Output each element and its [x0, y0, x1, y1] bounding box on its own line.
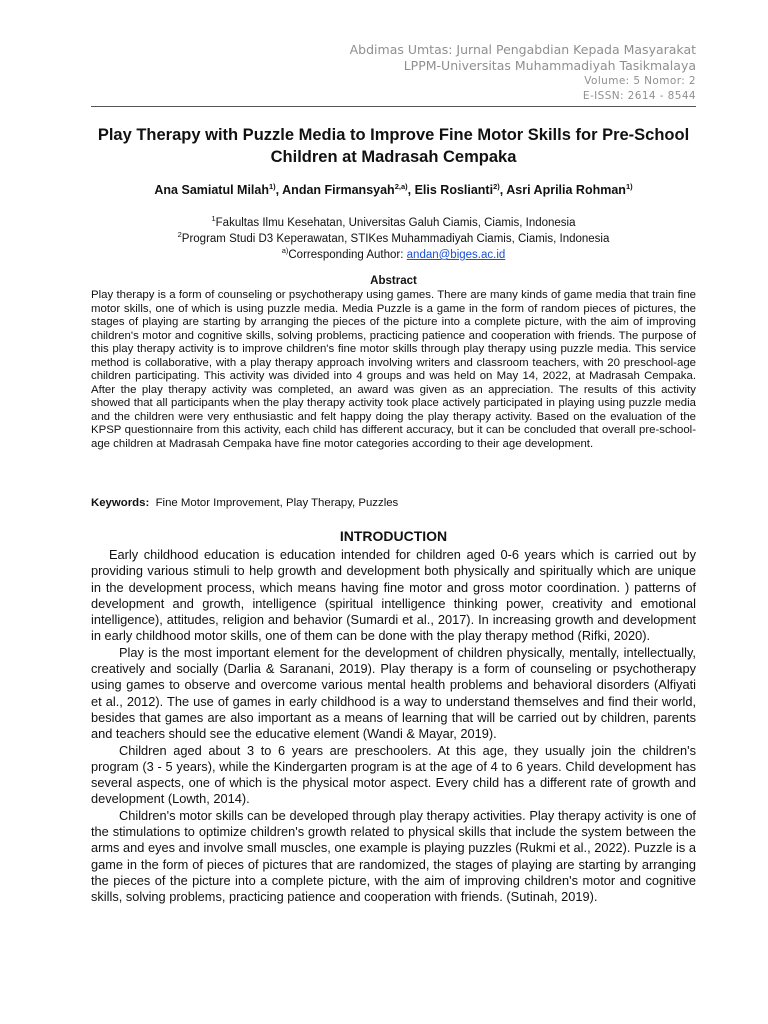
paragraph: Early childhood education is education intended for children aged 0-6 years which is carried out by providing various stimuli to help growth and development both physically and spiritually which are unique in the development process, which means having fine motor and gross motor coordination. ) patterns of development and growth, intelligence (spiritual intelligence thinking power, creativity and emotional intelligence), attitudes, religion and behavior (Sumardi et al., 2017). In increasing growth and development in early childhood motor skills, one of them can be done with the play therapy method (Rifki, 2020).	[91, 547, 696, 644]
keywords-text: Fine Motor Improvement, Play Therapy, Puzzles	[155, 497, 399, 509]
journal-header	[350, 42, 696, 104]
author-list: Ana Samiatul Milah$^{1)}$, Andan Firmansyah$^{2,a)}$, Elis Roslianti$^{2)}$, Asri Aprilia Rohman$^{1)}$	[154, 181, 633, 197]
keywords	[91, 497, 696, 509]
corresponding-email-link[interactable]: andan@biges.ac.id	[406, 249, 506, 261]
paragraph: Play is the most important element for the development of children physically, mentally, intellectually, creatively and socially (Darlia & Saranani, 2019). Play therapy is a form of counseling or psychotherapy using games to observe and overcome various mental health problems and behavioral disorders (Alfiyati et al., 2012). The use of games in early childhood is a way to understand themselves and find their world, besides that games are also important as a means of learning that will be carried out by children, parents and teachers should see the educative element (Wandi & Mayar, 2019).	[91, 644, 696, 742]
author-sup: 2,a)	[394, 181, 408, 191]
journal-volume: Volume: 5 Nomor: 2	[584, 75, 696, 87]
keywords-label: Keywords:	[91, 497, 150, 509]
author-name: Elis Roslianti	[414, 183, 494, 197]
author-sup: 1)	[625, 181, 633, 191]
paragraph: Children aged about 3 to 6 years are preschoolers. At this age, they usually join the children's program (3 - 5 years), while the Kindergarten program is at the age of 4 to 6 years. Child development has several aspects, one of which is the physical motor aspect. Every child has a different rate of growth and development (Lowth, 2014).	[91, 742, 696, 807]
author-sup: 2)	[493, 181, 500, 191]
introduction-body	[91, 547, 696, 906]
abstract-text: Play therapy is a form of counseling or psychotherapy using games. There are many kinds of game media that train fine motor skills, one of which is using puzzle media. Media Puzzle is a game in the form of random pieces of pictures, the stages of playing are starting by arranging the pieces of the picture into a complete picture, with the aim of improving children's motor and cognitive skills, solving problems, practicing patience and cooperation with friends. The purpose of this play therapy activity is to improve children's fine motor skills through play therapy using puzzle media. This service method is collaborative, with a play therapy approach involving writers and classroom teachers, with 20 preschool-age children participating. This activity was divided into 4 groups and was held on May 14, 2022, at Madrasah Cempaka. After the play therapy activity was completed, an award was given as an appreciation. The results of this activity showed that all participants when the play therapy activity took place actively participated in playing using puzzle media and the children were very enthusiastic and felt happy doing the play therapy activity. Based on the evaluation of the KPSP questionnaire from this activity, each child has different accuracy, but it can be concluded that overall pre-school-age children at Madrasah Cempaka have fine motor categories according to their age development.	[91, 289, 696, 450]
affiliations	[91, 215, 696, 263]
journal-publisher: LPPM-Universitas Muhammadiyah Tasikmalaya	[403, 58, 696, 73]
author-sup: 1)	[269, 181, 276, 191]
introduction-heading: INTRODUCTION	[339, 528, 448, 544]
paragraph: Children's motor skills can be developed through play therapy activities. Play therapy activity is one of the stimulations to optimize children's growth related to physical skills that include the system between the arms and eyes and involve small muscles, one example is playing puzzles (Rukmi et al., 2022). Puzzle is a game in the form of pieces of pictures that are randomized, the stages of playing are starting by arranging the pieces of the picture into a complete picture, with the aim of improving children's motor and cognitive skills, solving problems, practicing patience and cooperation with friends. (Sutinah, 2019).	[91, 807, 696, 905]
affiliation-1: $^1$Fakultas Ilmu Kesehatan, Universitas Galuh Ciamis, Ciamis, Indonesia	[211, 214, 576, 229]
header-divider	[91, 106, 696, 107]
author-name: Andan Firmansyah	[282, 183, 395, 197]
affiliation-2: $^2$Program Studi D3 Keperawatan, STIKes Muhammadiyah Ciamis, Ciamis, Indonesia	[177, 230, 610, 245]
journal-issn: E-ISSN: 2614 - 8544	[582, 90, 696, 102]
author-name: Ana Samiatul Milah	[154, 183, 269, 197]
author-name: Asri Aprilia Rohman	[506, 183, 626, 197]
abstract-heading: Abstract	[370, 275, 417, 287]
paper-title: Play Therapy with Puzzle Media to Improve Fine Motor Skills for Pre-School Children at Madrasah Cempaka	[97, 126, 690, 166]
journal-name: Abdimas Umtas: Jurnal Pengabdian Kepada Masyarakat	[349, 42, 696, 57]
corresponding-author: $^{a)}$Corresponding Author: andan@biges.ac.id	[281, 246, 506, 261]
